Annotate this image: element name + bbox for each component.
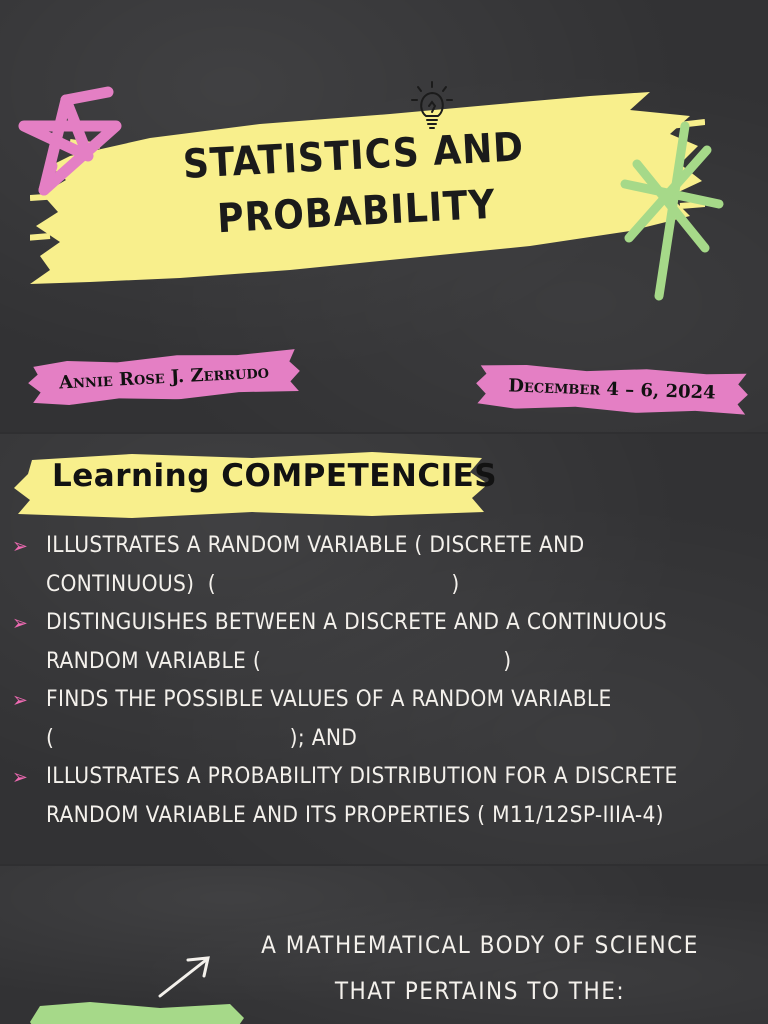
- competency-text: ILLUSTRATES A PROBABILITY DISTRIBUTION FOR A DISCRETE RANDOM VARIABLE AND ITS PROPERTIES ( M11/12SP-IIIA-4): [46, 763, 678, 828]
- presentation-date: December 4 – 6, 2024: [508, 374, 716, 404]
- list-item: [12, 526, 752, 603]
- list-item: [12, 603, 752, 680]
- title-slide: [0, 0, 768, 432]
- competencies-slide: [0, 434, 768, 864]
- star-doodle-icon: [14, 86, 134, 202]
- list-item: [12, 680, 752, 757]
- bullet-arrow-icon: ➢: [12, 611, 29, 635]
- bullet-arrow-icon: ➢: [12, 765, 29, 789]
- asterisk-doodle-icon: [615, 120, 725, 310]
- title-line-1: STATISTICS AND: [181, 124, 526, 188]
- definition-text: [210, 922, 750, 1014]
- definition-line-2: THAT PERTAINS TO THE:: [334, 977, 626, 1005]
- bullet-arrow-icon: ➢: [12, 534, 29, 558]
- list-item: [12, 757, 752, 834]
- title-line-2: PROBABILITY: [216, 181, 497, 243]
- date-tag: [475, 361, 748, 416]
- green-brush-highlight: [30, 998, 250, 1024]
- author-tag: [27, 347, 301, 407]
- competencies-heading: Learning COMPETENCIES: [52, 458, 498, 494]
- bullet-arrow-icon: ➢: [12, 688, 29, 712]
- chalk-arrow-icon: [154, 952, 214, 1002]
- definition-line-1: A MATHEMATICAL BODY OF SCIENCE: [261, 931, 699, 959]
- competencies-list: [12, 526, 752, 834]
- competency-text: FINDS THE POSSIBLE VALUES OF A RANDOM VARIABLE ( ); AND: [46, 686, 612, 751]
- competency-text: DISTINGUISHES BETWEEN A DISCRETE AND A CONTINUOUS RANDOM VARIABLE ( ): [46, 609, 668, 674]
- definition-slide: [0, 866, 768, 1024]
- lightbulb-icon: [408, 78, 458, 134]
- competency-text: ILLUSTRATES A RANDOM VARIABLE ( DISCRETE AND CONTINUOUS) ( ): [46, 532, 585, 597]
- author-name: Annie Rose J. Zerrudo: [58, 361, 270, 393]
